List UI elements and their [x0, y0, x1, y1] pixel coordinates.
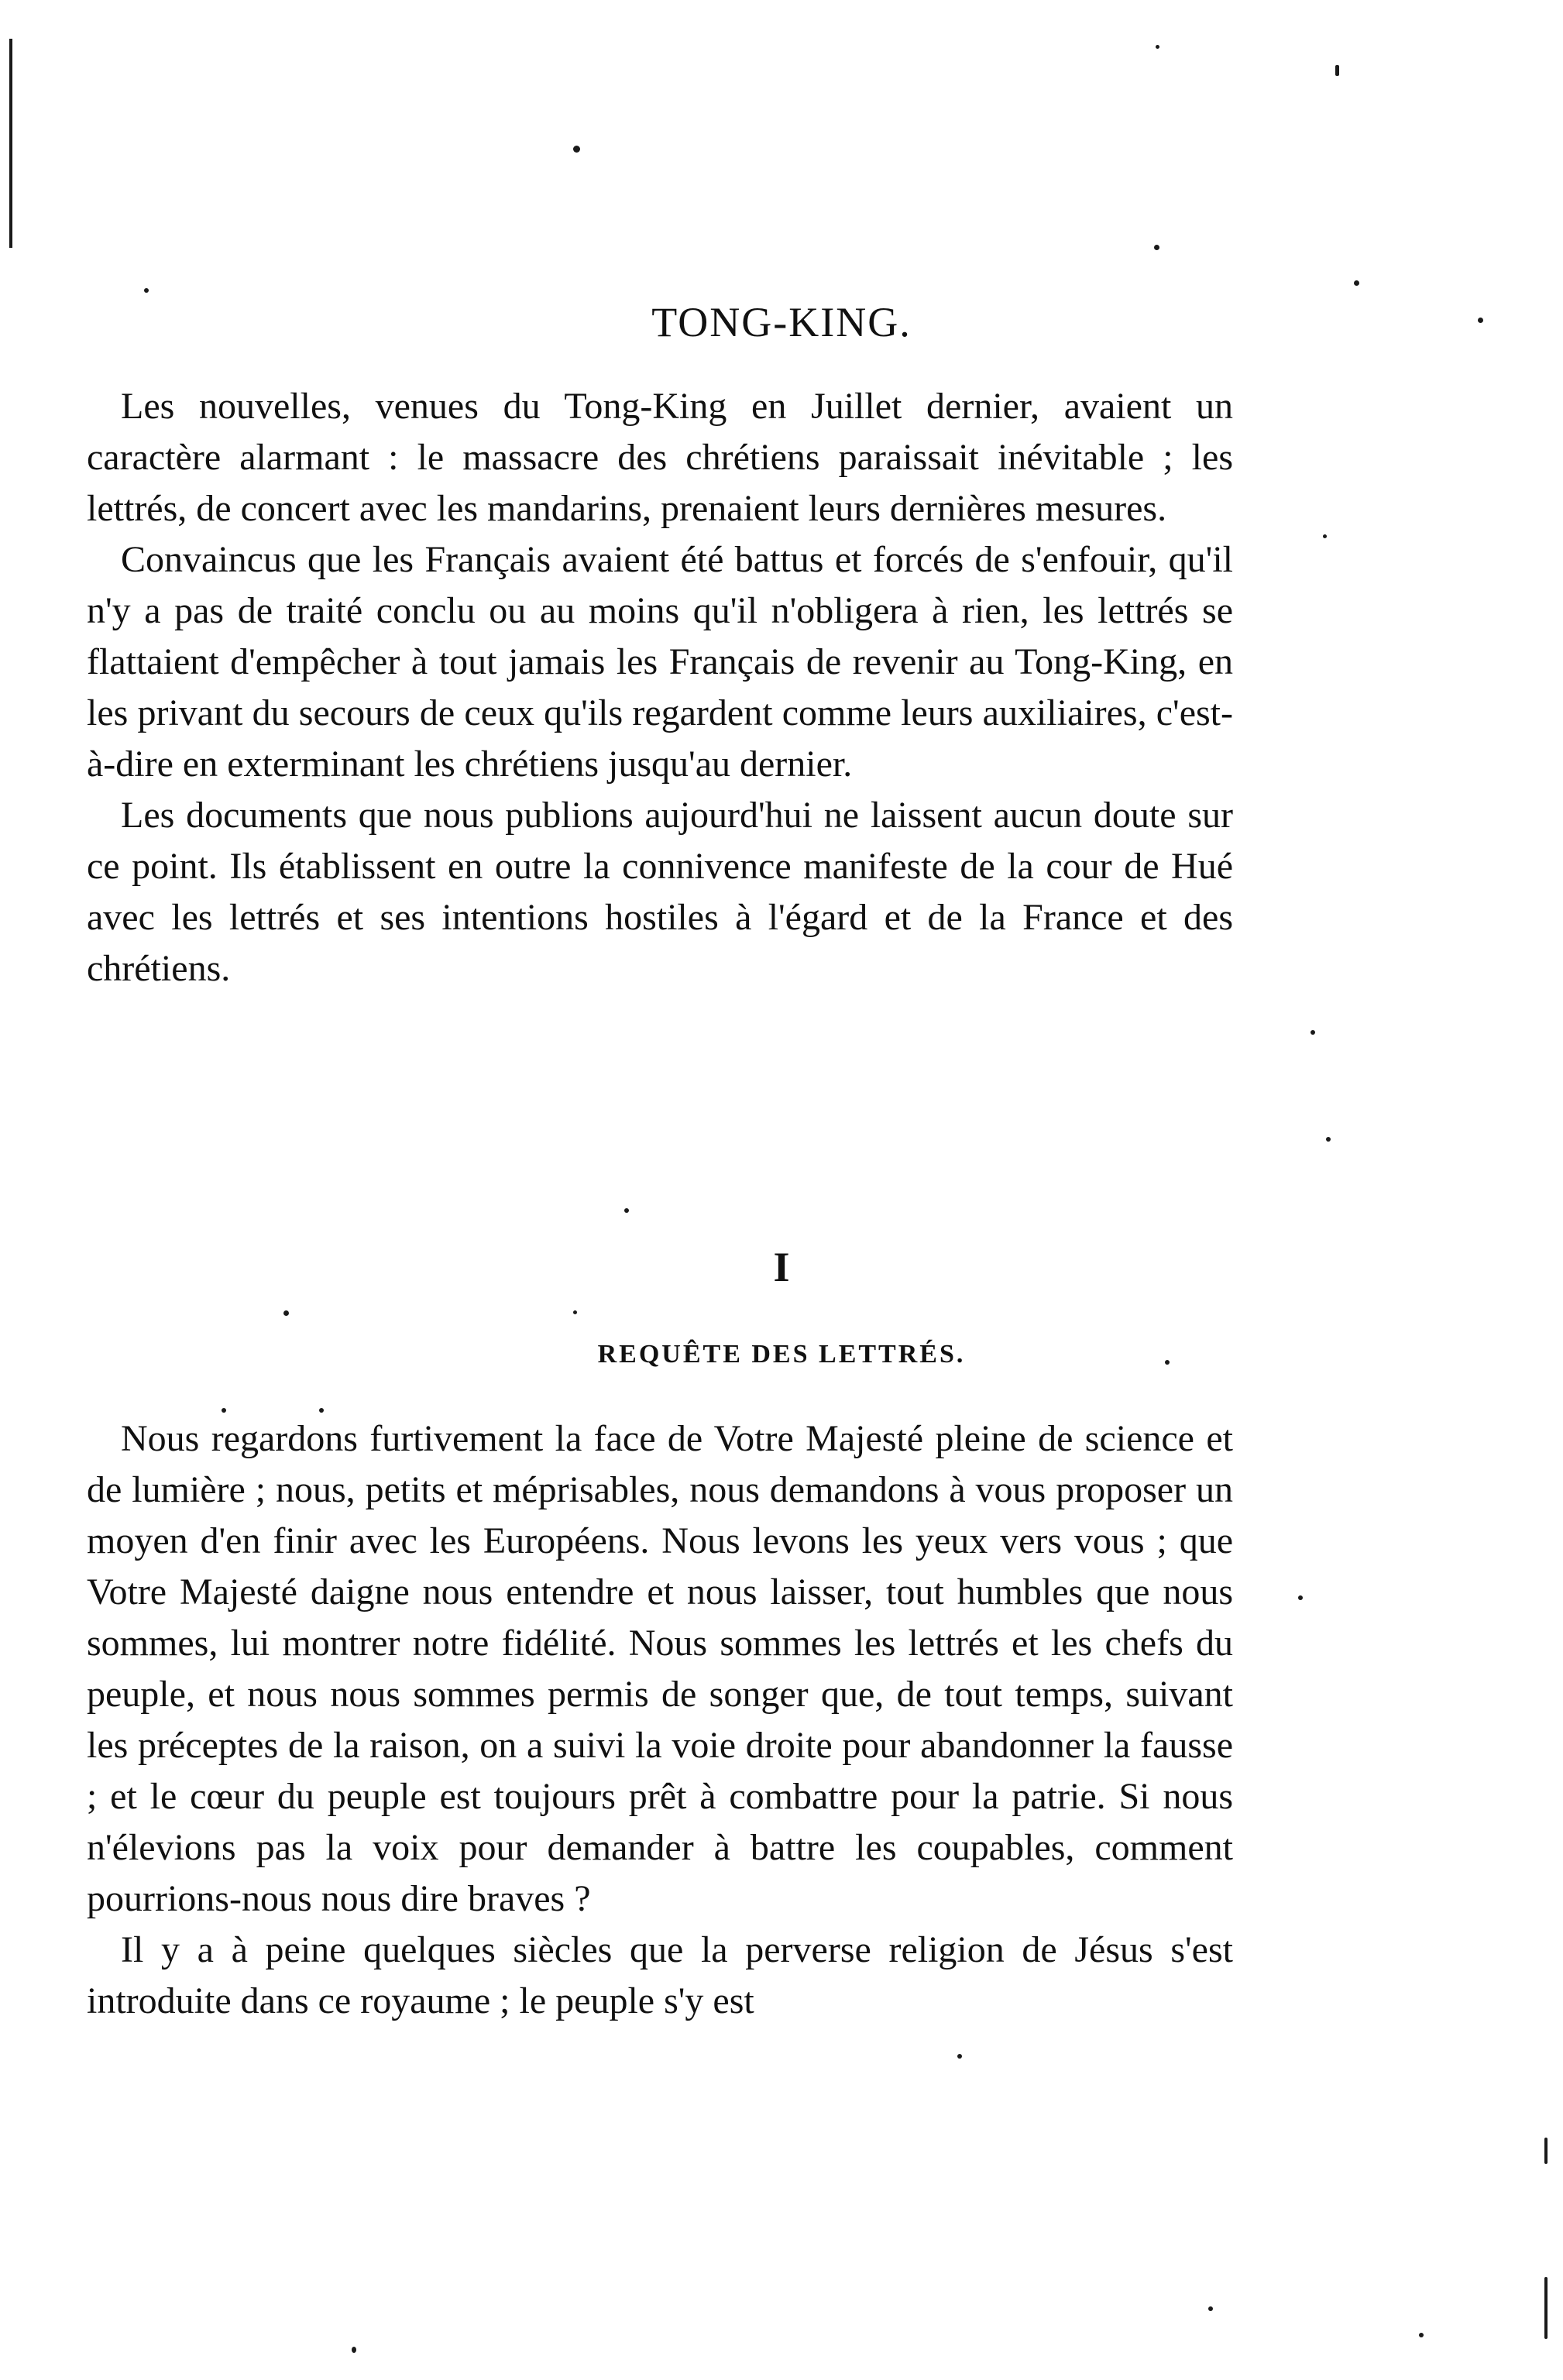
section-text-block — [87, 1413, 1233, 2027]
scan-speck — [352, 2347, 356, 2353]
scan-speck — [624, 1208, 629, 1213]
scan-speck — [1298, 1595, 1303, 1600]
scan-speck — [957, 2054, 962, 2059]
scan-speck — [222, 1408, 226, 1413]
scan-speck — [1208, 2306, 1213, 2311]
scan-speck — [144, 288, 149, 293]
scan-speck — [1326, 1137, 1331, 1142]
scan-speck — [1544, 2138, 1548, 2164]
scan-speck — [319, 1408, 324, 1413]
section-numeral: I — [773, 1244, 790, 1290]
scan-speck — [573, 1310, 577, 1314]
scan-speck — [1354, 280, 1359, 286]
scan-speck — [1419, 2333, 1424, 2337]
scan-speck — [283, 1310, 289, 1316]
scan-speck — [573, 146, 580, 153]
scan-speck — [1323, 534, 1327, 538]
scan-speck — [1335, 65, 1339, 76]
margin-scan-edge — [9, 39, 12, 248]
page-title: TONG-KING. — [651, 299, 912, 345]
section-paragraph: Il y a à peine quelques siècles que la perverse religion de Jésus s'est introduite dans ce royaume ; le peuple s'y est — [87, 1929, 1233, 2021]
intro-paragraph: Les documents que nous publions aujourd'hui ne laissent aucun doute sur ce point. Ils établissent en outre la connivence manifeste de la cour de Hué avec les lettrés et ses intentions hostiles à l'égard et de la France et des chrétiens. — [87, 795, 1233, 989]
scan-speck — [1311, 1030, 1315, 1035]
intro-paragraph: Les nouvelles, venues du Tong-King en Juillet dernier, avaient un caractère alarmant : le massacre des chrétiens paraissait inévitable ; les lettrés, de concert avec les mandarins, prenaient leurs dernières mesures. — [87, 386, 1233, 529]
section-subtitle: REQUÊTE DES LETTRÉS. — [597, 1340, 966, 1369]
scan-speck — [1544, 2277, 1548, 2339]
scan-speck — [1156, 45, 1159, 49]
section-paragraph: Nous regardons furtivement la face de Votre Majesté pleine de science et de lumière ; nous, petits et méprisables, nous demandons à vous proposer un moyen d'en finir avec les Européens. Nous levons les yeux vers vous ; que Votre Majesté daigne nous entendre et nous laisser, tout humbles que nous sommes, lui montrer notre fidélité. Nous sommes les lettrés et les chefs du peuple, et nous nous sommes permis de songer que, de tout temps, suivant les préceptes de la raison, on a suivi la voie droite pour abandonner la fausse ; et le cœur du peuple est toujours prêt à combattre pour la patrie. Si nous n'élevions pas la voix pour demander à battre les coupables, comment pourrions-nous nous dire braves ? — [87, 1418, 1233, 1919]
scan-speck — [1154, 245, 1159, 250]
intro-text-block — [87, 381, 1233, 994]
intro-paragraph: Convaincus que les Français avaient été battus et forcés de s'enfouir, qu'il n'y a pas de traité conclu ou au moins qu'il n'obligera à rien, les lettrés se flattaient d'empêcher à tout jamais les Français de revenir au Tong-King, en les privant du secours de ceux qu'ils regardent comme leurs auxiliaires, c'est-à-dire en exterminant les chrétiens jusqu'au dernier. — [87, 539, 1233, 785]
